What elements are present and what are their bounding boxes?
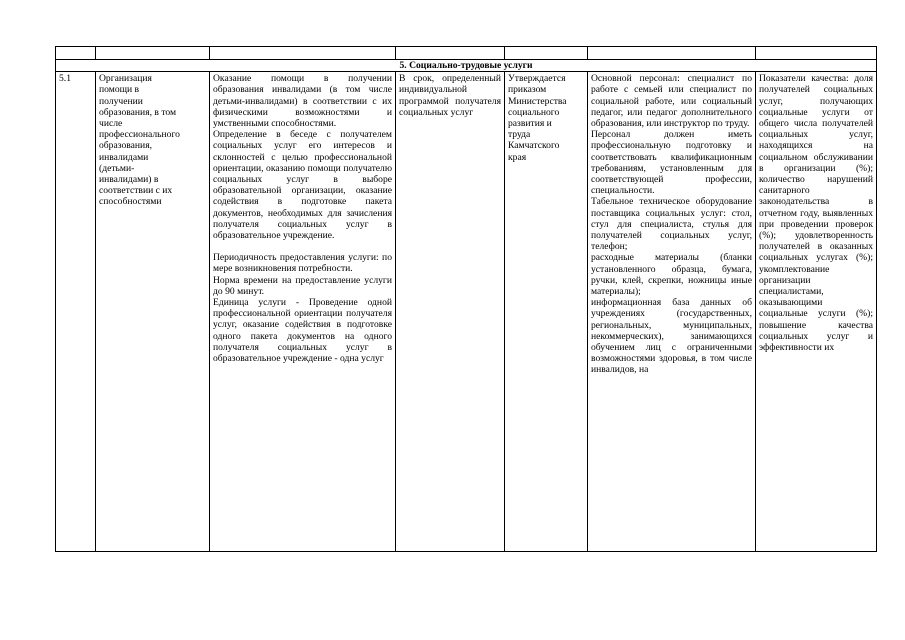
content-paragraph: Периодичность предоставления услуги: по мере возникновения потребности. bbox=[213, 252, 392, 275]
conditions-paragraph: Персонал должен иметь профессиональную подготовку и соответствовать квалификационным требованиям, установленным для соответствующей профессии, специальности. bbox=[591, 129, 752, 197]
service-content bbox=[210, 72, 396, 552]
content-paragraph: Определение в беседе с получателем социальных услуг его интересов и склонностей с целью профессиональной ориентации, оказанию помощи получателю социальных услуг в выборе образовательной организации, оказание содействия в подготовке пакета документов, необходимых для зачисления получателя социальных услуг в образовательное учреждение. bbox=[213, 129, 392, 242]
blank-cell bbox=[756, 47, 877, 60]
blank-cell bbox=[210, 47, 396, 60]
service-conditions bbox=[588, 72, 756, 552]
blank-cell bbox=[56, 47, 96, 60]
paragraph-gap bbox=[213, 241, 392, 252]
conditions-paragraph: Табельное техническое оборудование поставщика социальных услуг: стол, стул для специалиста, стулья для получателей социальных услуг, телефон; bbox=[591, 196, 752, 253]
service-tariff: Утверждается приказом Министерства социального развития и труда Камчатского края bbox=[505, 72, 588, 552]
blank-cell bbox=[396, 47, 505, 60]
content-paragraph: Оказание помощи в получении образования инвалидами (в том числе детьми-инвалидами) в соответствии с их физическими возможностями и умственными способностями. bbox=[213, 73, 392, 130]
blank-cell bbox=[588, 47, 756, 60]
service-term: В срок, определенный индивидуальной программой получателя социальных услуг bbox=[396, 72, 505, 552]
content-paragraph: Единица услуги - Проведение одной профессиональной ориентации получателя услуг, оказание содействия в подготовке одного пакета документов на одного получателя социальных услуг в образовательное учреждение - одна услуг bbox=[213, 297, 392, 365]
quality-indicators: Показатели качества: доля получателей социальных услуг, получающих социальные услуги от общего числа получателей социальных услуг, находящихся на социальном обслуживании в организации (%); количество нарушений санитарного законодательства в отчетном году, выявленных при проведении проверок (%); удовлетворенность получателей в оказанных социальных услугах (%); укомплектование организации специалистами, оказывающими социальные услуги (%); повышение качества социальных услуг и эффективности их bbox=[756, 72, 877, 552]
service-row bbox=[56, 72, 877, 552]
content-paragraph: Норма времени на предоставление услуги до 90 минут. bbox=[213, 274, 392, 297]
section-row bbox=[56, 60, 877, 72]
header-blank-row bbox=[56, 47, 877, 60]
row-number: 5.1 bbox=[56, 72, 96, 552]
blank-cell bbox=[96, 47, 210, 60]
blank-cell bbox=[505, 47, 588, 60]
service-name: Организация помощи в получении образования, в том числе профессионального образования, инвалидами (детьми- инвалидами) в соответствии с их способностями bbox=[96, 72, 210, 552]
section-title: 5. Социально-трудовые услуги bbox=[56, 60, 877, 72]
conditions-paragraph: Основной персонал: специалист по работе с семьей или специалист по социальной работе, или социальный педагог, или педагог дополнительного образования, или инструктор по труду. bbox=[591, 73, 752, 130]
conditions-paragraph: расходные материалы (бланки установленного образца, бумага, ручки, клей, скрепки, ножницы иные материалы); bbox=[591, 252, 752, 298]
conditions-paragraph: информационная база данных об учреждениях (государственных, региональных, муниципальных, некоммерческих), занимающихся обучением лиц с ограниченными возможностями здоровья, в том числе инвалидов, на bbox=[591, 297, 752, 376]
services-table bbox=[55, 46, 877, 552]
